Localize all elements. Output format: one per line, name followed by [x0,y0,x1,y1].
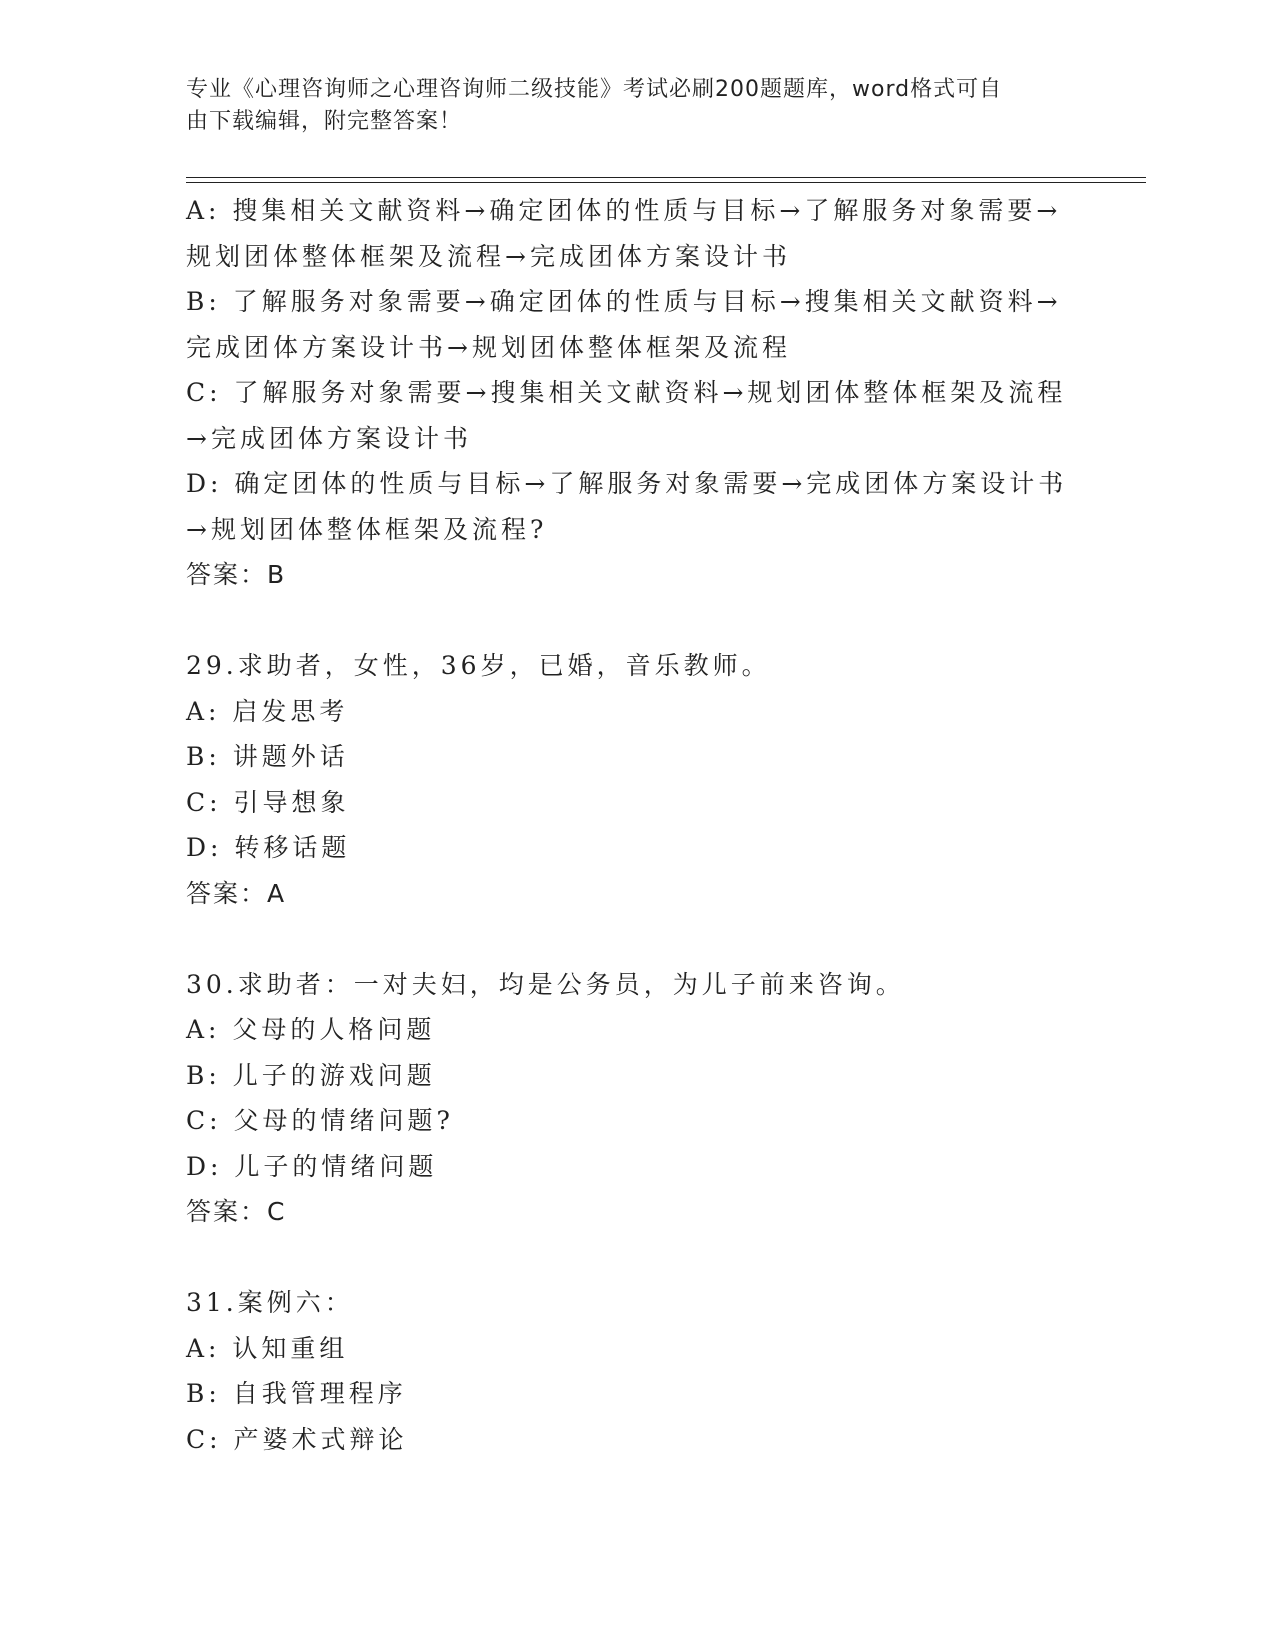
header-line-1: 专业《心理咨询师之心理咨询师二级技能》考试必刷200题题库，word格式可自 [186,77,1003,102]
option-a: A: 启发思考 [186,696,349,726]
question-29 [186,643,1086,916]
document-header [186,74,1066,138]
option-d-line-2: →规划团体整体框架及流程? [186,514,548,544]
option-a: A: 父母的人格问题 [186,1015,436,1044]
option-d-line-1: D: 确定团体的性质与目标→了解服务对象需要→完成团体方案设计书 [186,469,1068,498]
option-a-line-2: 规划团体整体框架及流程→完成团体方案设计书 [186,241,791,271]
spacer [186,598,1086,644]
spacer [186,916,1086,962]
header-divider-top [186,177,1146,178]
option-d: D: 转移话题 [186,833,351,862]
question-30 [186,962,1086,1235]
header-line-2: 由下载编辑，附完整答案！ [186,109,463,134]
option-b: B: 讲题外话 [186,742,349,771]
option-b: B: 自我管理程序 [186,1379,407,1408]
option-c-line-1: C: 了解服务对象需要→搜集相关文献资料→规划团体整体框架及流程 [186,378,1067,407]
option-c-line-2: →完成团体方案设计书 [186,423,472,453]
question-stem: 31.案例六： [186,1288,354,1317]
option-b-line-2: 完成团体方案设计书→规划团体整体框架及流程 [186,332,791,362]
option-c: C: 父母的情绪问题? [186,1106,454,1135]
answer-line: 答案：C [186,1197,287,1226]
option-b-line-1: B: 了解服务对象需要→确定团体的性质与目标→搜集相关文献资料→ [186,287,1062,316]
option-d: D: 儿子的情绪问题 [186,1151,438,1181]
spacer [186,1235,1086,1281]
answer-line: 答案：A [186,878,287,908]
question-31 [186,1280,1086,1462]
option-a-line-1: A: 搜集相关文献资料→确定团体的性质与目标→了解服务对象需要→ [186,196,1062,225]
question-content [186,188,1086,1462]
option-c: C: 产婆术式辩论 [186,1424,408,1454]
question-stem: 30.求助者：一对夫妇，均是公务员，为儿子前来咨询。 [186,969,905,999]
header-divider-bottom [186,182,1146,183]
question-stem: 29.求助者，女性，36岁，已婚，音乐教师。 [186,651,771,680]
question-28-options [186,188,1086,598]
option-b: B: 儿子的游戏问题 [186,1060,436,1090]
answer-line: 答案：B [186,560,287,589]
option-a: A: 认知重组 [186,1333,349,1363]
option-c: C: 引导想象 [186,787,350,817]
